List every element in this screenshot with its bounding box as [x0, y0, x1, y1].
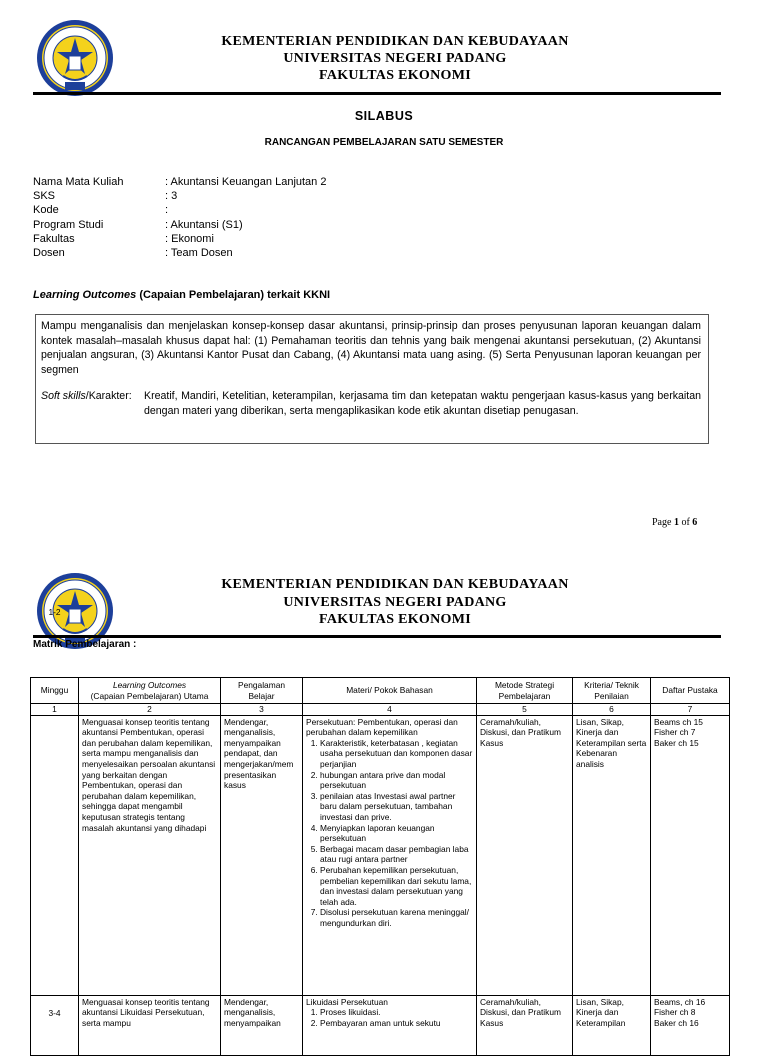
materi-item: 5. Berbagai macam dasar pembagian laba atau rugi antara partner	[320, 844, 473, 865]
info-value: : Akuntansi (S1)	[165, 219, 243, 231]
faculty-name: FAKULTAS EKONOMI	[319, 68, 471, 83]
lo-heading-rest: (Capaian Pembelajaran) terkait KKNI	[136, 289, 331, 301]
pustaka-item: Beams, ch 16	[654, 996, 706, 1007]
materi-item: 2. hubungan antara prive dan modal persekutuan	[320, 770, 473, 791]
page-prefix: Page	[652, 517, 674, 528]
info-value: : Akuntansi Keuangan Lanjutan 2	[165, 176, 327, 188]
pustaka-cell	[651, 995, 730, 1055]
pustaka-item: Beams ch 15	[654, 716, 703, 727]
info-value: : 3	[165, 190, 178, 202]
info-label: Nama Mata Kuliah	[33, 176, 124, 188]
header-lo-italic: Learning Outcomes	[112, 679, 187, 690]
info-label: Dosen	[33, 247, 65, 259]
materi-item: 3. penilaian atas Investasi awal partner baru dalam persekutuan, tambahan investasi dan prive.	[320, 791, 473, 823]
header-materi: Materi/ Pokok Bahasan	[303, 678, 477, 704]
column-number: 2	[79, 704, 221, 716]
column-number: 4	[303, 704, 477, 716]
materi-item: 1. Proses likuidasi.	[320, 1007, 473, 1018]
document-title: SILABUS	[354, 109, 414, 123]
column-number: 6	[573, 704, 651, 716]
ministry-name: KEMENTERIAN PENDIDIKAN DAN KEBUDAYAAN	[221, 34, 569, 49]
materi-list	[306, 738, 473, 929]
pustaka-item: Fisher ch 8	[654, 1007, 696, 1018]
page-of: of	[678, 517, 693, 528]
table-header-row	[31, 678, 730, 704]
kriteria-cell: Lisan, Sikap, Kinerja dan Keterampilan serta Kebenaran analisis	[573, 715, 651, 995]
unp-logo	[35, 18, 115, 98]
table-row	[31, 715, 730, 995]
info-value: :	[165, 204, 169, 216]
header-kriteria: Kriteria/ Teknik Penilaian	[573, 678, 651, 704]
column-number: 3	[221, 704, 303, 716]
lo-cell: Menguasai konsep teoritis tentang akuntansi Likuidasi Persekutuan, serta mampu	[79, 995, 221, 1055]
column-number: 7	[651, 704, 730, 716]
header-minggu: Minggu	[31, 678, 79, 704]
header-lo-rest: (Capaian Pembelajaran) Utama	[90, 690, 209, 701]
page-total: 6	[692, 517, 698, 528]
page-number	[652, 517, 697, 528]
materi-item: 1. Karakteristik, keterbatasan , kegiatan usaha persekutuan dan komponen dasar perjanjian	[320, 738, 473, 770]
pustaka-cell	[651, 715, 730, 995]
column-number-row	[31, 704, 730, 716]
week-cell: 3-4	[31, 995, 79, 1055]
soft-skills-label	[41, 389, 132, 404]
kriteria-cell: Lisan, Sikap, Kinerja dan Keterampilan	[573, 995, 651, 1055]
learning-outcomes-box	[35, 314, 709, 444]
lo-heading-italic: Learning Outcomes	[33, 289, 137, 301]
learning-outcomes-heading	[33, 289, 330, 301]
soft-skills-label-rest: /Karakter:	[85, 390, 132, 402]
column-number: 1	[31, 704, 79, 716]
info-label: Kode	[33, 204, 59, 216]
header-metode: Metode Strategi Pembelajaran	[477, 678, 573, 704]
pengalaman-cell: Mendengar, menganalisis, menyampaikan pendapat, dan mengerjakan/mem presentasikan kasus	[221, 715, 303, 995]
pustaka-item: Fisher ch 7	[654, 727, 696, 738]
document-subtitle: RANCANGAN PEMBELAJARAN SATU SEMESTER	[264, 137, 504, 148]
soft-skills-label-italic: Soft skills	[41, 390, 86, 402]
university-name: UNIVERSITAS NEGERI PADANG	[283, 595, 507, 610]
header-rule	[33, 92, 721, 95]
header-learning-outcomes	[79, 678, 221, 704]
lo-cell: Menguasai konsep teoritis tentang akuntansi Pembentukan, operasi dan perubahan dalam kepemilikan, serta mampu menganalisis dan menyelesaikan persoalan akuntansi yang berkaitan dengan Pembentukan, operasi dan perubahan dalam kepemilikan, sehingga dapat mengambil keputusan strategis tentang masalah akuntansi yang dihadapi	[79, 715, 221, 995]
materi-intro: Persekutuan: Pembentukan, operasi dan perubahan dalam kepemilikan	[306, 716, 458, 738]
ministry-name: KEMENTERIAN PENDIDIKAN DAN KEBUDAYAAN	[221, 577, 569, 592]
metode-cell: Ceramah/kuliah, Diskusi, dan Pratikum Kasus	[477, 995, 573, 1055]
materi-item: 7. Disolusi persekutuan karena meninggal/ mengundurkan diri.	[320, 907, 473, 928]
column-number: 5	[477, 704, 573, 716]
materi-intro: Likuidasi Persekutuan	[306, 996, 388, 1007]
header-pustaka: Daftar Pustaka	[651, 678, 730, 704]
pustaka-item: Baker ch 15	[654, 737, 699, 748]
matrix-label: Matrik Pembelajaran :	[33, 639, 137, 650]
soft-skills-text: Kreatif, Mandiri, Ketelitian, keterampilan, kerjasama tim dan ketepatan waktu pengerjaan kasus-kasus yang berkaitan dengan materi yang diberikan, serta mengaplikasikan kode etik akuntan disetiap penugasan.	[144, 390, 701, 417]
table-row	[31, 995, 730, 1055]
info-value: : Team Dosen	[165, 247, 233, 259]
metode-cell: Ceramah/kuliah, Diskusi, dan Pratikum Kasus	[477, 715, 573, 995]
info-value: : Ekonomi	[165, 233, 214, 245]
university-name: UNIVERSITAS NEGERI PADANG	[283, 51, 507, 66]
materi-item: 6. Perubahan kepemilikan persekutuan, pembelian kepemilikan dari sekutu lama, dan investasi dalam persekutuan yang telah ada.	[320, 865, 473, 907]
page-current: 1	[673, 517, 679, 528]
header-pengalaman: Pengalaman Belajar	[221, 678, 303, 704]
info-label: Program Studi	[33, 219, 104, 231]
faculty-name: FAKULTAS EKONOMI	[319, 612, 471, 627]
materi-list	[306, 1007, 473, 1028]
pengalaman-cell: Mendengar, menganalisis, menyampaikan	[221, 995, 303, 1055]
pustaka-item: Baker ch 16	[654, 1017, 699, 1028]
header-rule	[33, 635, 721, 638]
learning-outcomes-text: Mampu menganalisis dan menjelaskan konsep-konsep dasar akuntansi, prinsip-prinsip dan proses penyusunan laporan keuangan dalam kontek masalah–masalah khusus dapat hal: (1) Pemahaman teoritis dan tehnis yang baik mengenai akuntansi persekutuan, (2) Akuntansi penjualan angsuran, (3) Akuntansi Kantor Pusat dan Cabang, (4) Akuntansi mata uang asing. (5) Serta Penyusunan laporan keuangan per segmen	[41, 320, 701, 376]
materi-cell	[303, 995, 477, 1055]
materi-cell	[303, 715, 477, 995]
info-label: Fakultas	[33, 233, 75, 245]
materi-item: 2. Pembayaran aman untuk sekutu	[320, 1018, 473, 1029]
materi-item: 4. Menyiapkan laporan keuangan persekutuan	[320, 823, 473, 844]
info-label: SKS	[33, 190, 56, 202]
week-value: 1-2	[48, 606, 61, 617]
